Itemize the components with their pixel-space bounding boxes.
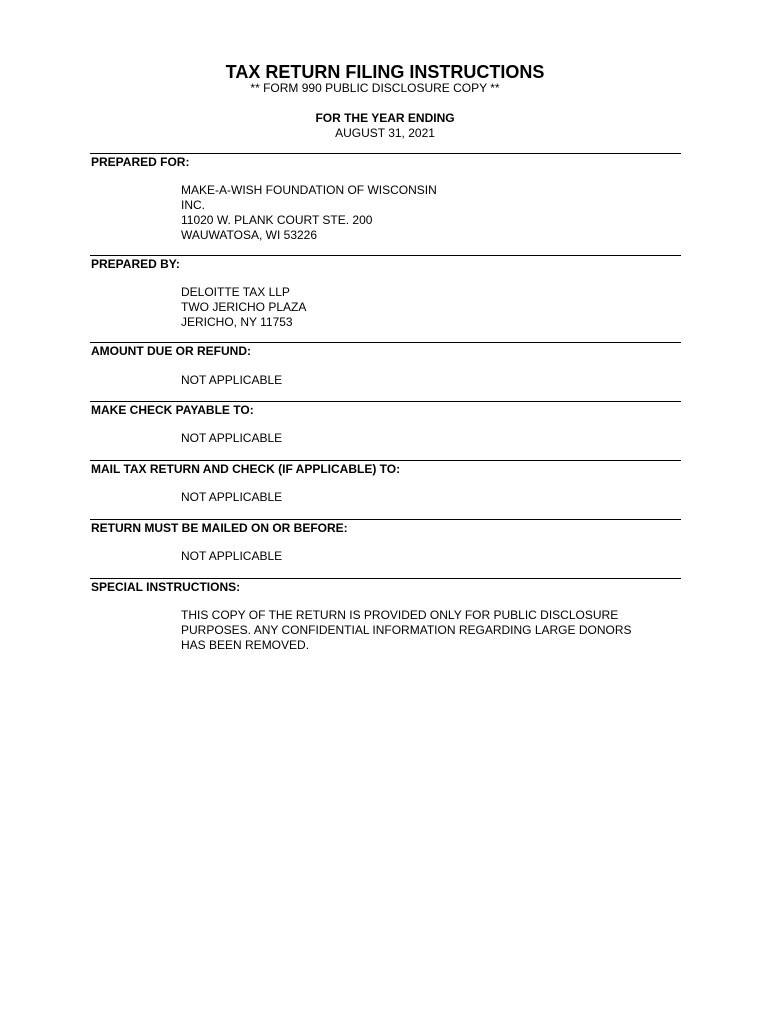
mail-by-heading: RETURN MUST BE MAILED ON OR BEFORE: (91, 521, 348, 535)
instruction-line: HAS BEEN REMOVED. (181, 638, 310, 652)
prepared-by-address (181, 285, 306, 330)
year-ending-label: FOR THE YEAR ENDING (315, 111, 455, 125)
prepared-by-heading: PREPARED BY: (91, 257, 180, 271)
section-divider (90, 460, 681, 461)
address-line: TWO JERICHO PLAZA (181, 300, 307, 314)
prepared-for-address (181, 183, 437, 243)
special-instructions-text (181, 608, 632, 653)
document-title: TAX RETURN FILING INSTRUCTIONS (225, 62, 545, 82)
address-line: MAKE-A-WISH FOUNDATION OF WISCONSIN (181, 183, 437, 197)
document-subtitle: ** FORM 990 PUBLIC DISCLOSURE COPY ** (250, 81, 500, 95)
special-instructions-heading: SPECIAL INSTRUCTIONS: (91, 580, 241, 594)
instruction-line: THIS COPY OF THE RETURN IS PROVIDED ONLY FOR PUBLIC DISCLOSURE (181, 608, 619, 622)
prepared-for-heading: PREPARED FOR: (91, 155, 190, 169)
section-divider (90, 153, 681, 154)
check-payable-heading: MAKE CHECK PAYABLE TO: (91, 403, 254, 417)
section-divider (90, 255, 681, 256)
amount-due-value: NOT APPLICABLE (181, 373, 283, 387)
section-divider (90, 342, 681, 343)
mail-by-value: NOT APPLICABLE (181, 549, 283, 563)
address-line: DELOITTE TAX LLP (181, 285, 290, 299)
section-divider (90, 401, 681, 402)
mail-to-heading: MAIL TAX RETURN AND CHECK (IF APPLICABLE) TO: (91, 462, 401, 476)
address-line: INC. (181, 198, 205, 212)
year-ending-date: AUGUST 31, 2021 (335, 126, 435, 140)
check-payable-value: NOT APPLICABLE (181, 431, 283, 445)
section-divider (90, 519, 681, 520)
address-line: WAUWATOSA, WI 53226 (181, 228, 318, 242)
amount-due-heading: AMOUNT DUE OR REFUND: (91, 344, 251, 358)
section-divider (90, 578, 681, 579)
mail-to-value: NOT APPLICABLE (181, 490, 283, 504)
instruction-line: PURPOSES. ANY CONFIDENTIAL INFORMATION REGARDING LARGE DONORS (181, 623, 632, 637)
address-line: 11020 W. PLANK COURT STE. 200 (181, 213, 373, 227)
address-line: JERICHO, NY 11753 (181, 315, 293, 329)
